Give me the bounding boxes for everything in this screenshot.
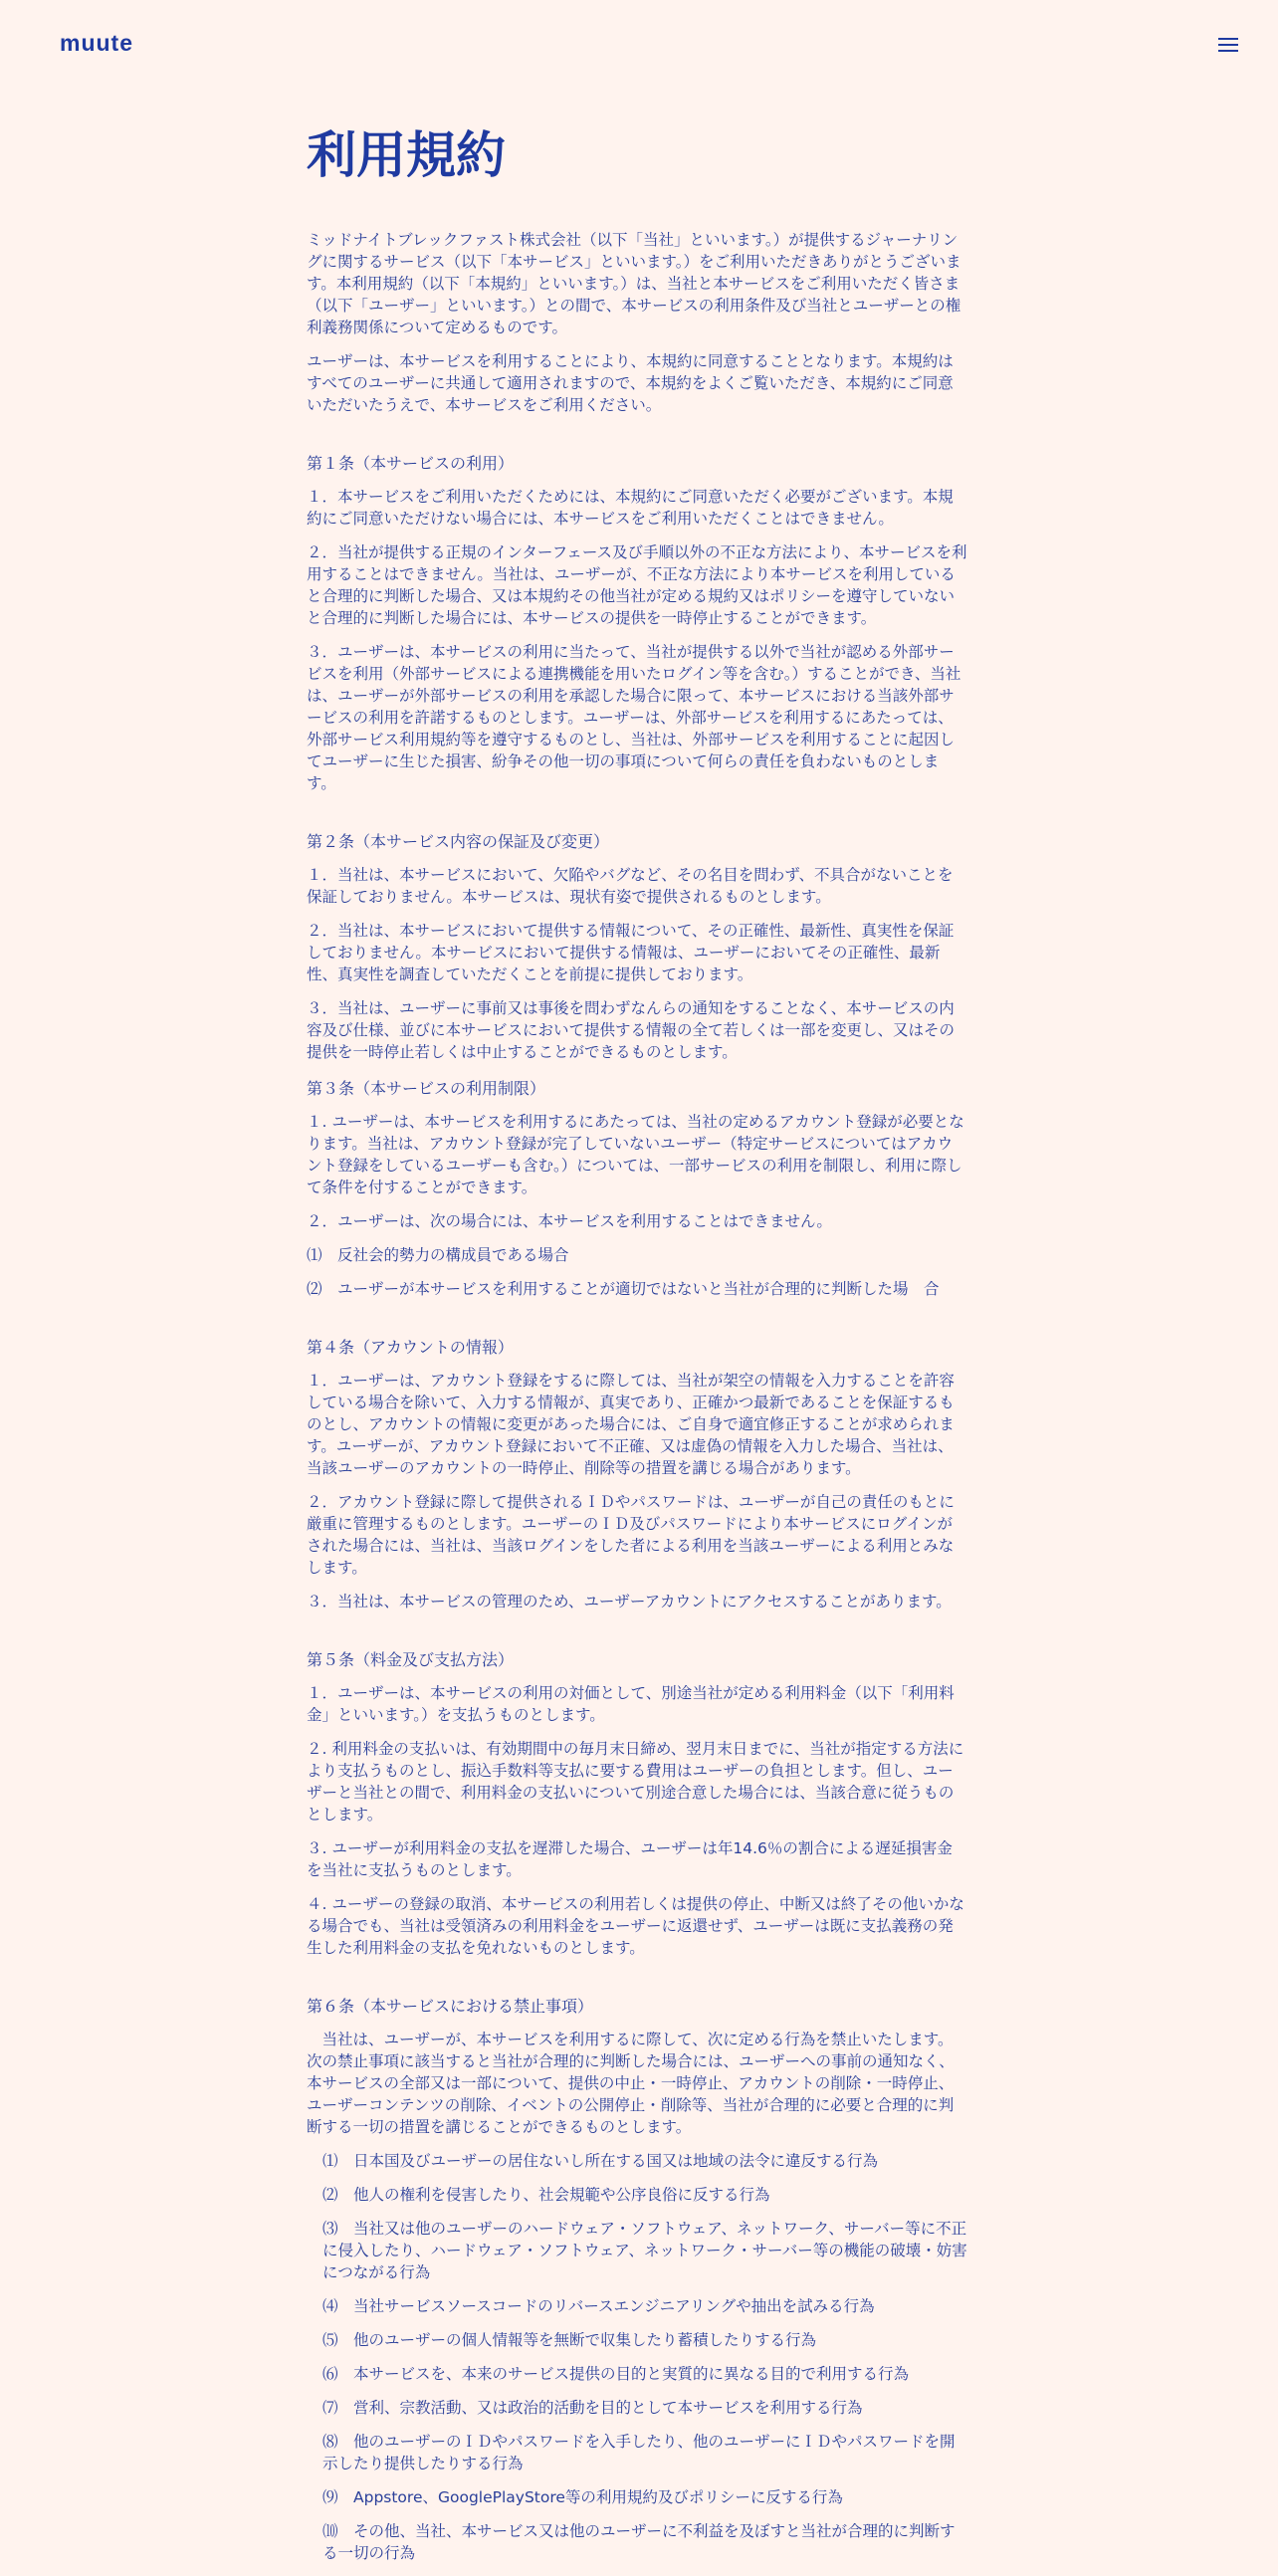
article-paragraph: ２．ユーザーは、次の場合には、本サービスを利用することはできません。 (307, 1212, 832, 1230)
article-title: 第２条（本サービス内容の保証及び変更） (307, 832, 610, 851)
article-list-item: ⑴ 反社会的勢力の構成員である場合 (307, 1246, 569, 1264)
article-paragraph: ４. ユーザーの登録の取消、本サービスの利用若しくは提供の停止、中断又は終了その他いかなる場合でも、当社は受領済みの利用料金をユーザーに返還せず、ユーザーは既に支払義務の発生した利用料金の支払を免れないものとします。 (307, 1895, 964, 1957)
article-list-item: ⑺ 営利、宗教活動、又は政治的活動を目的として本サービスを利用する行為 (322, 2399, 863, 2417)
page-title: 利用規約 (307, 126, 506, 184)
article-paragraph: ２．アカウント登録に際して提供されるＩＤやパスワードは、ユーザーが自己の責任のもとに厳重に管理するものとします。ユーザーのＩＤ及びパスワードにより本サービスにログインがされた場合には、当社は、当該ログインをした者による利用を当該ユーザーによる利用とみなします。 (307, 1493, 955, 1577)
article-paragraph: ２．当社が提供する正規のインターフェース及び手順以外の不正な方法により、本サービスを利用することはできません。当社は、ユーザーが、不正な方法により本サービスを利用していると合理的に判断した場合、又は本規約その他当社が定める規約又はポリシーを遵守していないと合理的に判断した場合には、本サービスの提供を一時停止することができます。 (307, 543, 967, 627)
article-paragraph: １．当社は、本サービスにおいて、欠陥やバグなど、その名目を問わず、不具合がないことを保証しておりません。本サービスは、現状有姿で提供されるものとします。 (307, 866, 954, 906)
article-paragraph: １. ユーザーは、本サービスを利用するにあたっては、当社の定めるアカウント登録が必要となります。当社は、アカウント登録が完了していないユーザー（特定サービスについてはアカウント登録をしているユーザーも含む。）については、一部サービスの利用を制限し、利用に際して条件を付することができます。 (307, 1113, 964, 1196)
article-3 (307, 1077, 967, 1300)
article-list-item: ⑼ Appstore、GooglePlayStore等の利用規約及びポリシーに反する行為 (322, 2488, 843, 2506)
muute-logo[interactable]: muute (60, 30, 133, 56)
article-list-item: ⑵ 他人の権利を侵害したり、社会規範や公序良俗に反する行為 (322, 2186, 770, 2204)
article-list-item: ⑷ 当社サービスソースコードのリバースエンジニアリングや抽出を試みる行為 (322, 2297, 875, 2315)
article-paragraph: 当社は、ユーザーが、本サービスを利用するに際して、次に定める行為を禁止いたします。次の禁止事項に該当すると当社が合理的に判断した場合には、ユーザーへの事前の通知なく、本サービスの全部又は一部について、提供の中止・一時停止、アカウントの削除・一時停止、ユーザーコンテンツの削除、イベントの公開停止・削除等、当社が合理的に必要と合理的に判断する一切の措置を講じることができるものとします。 (307, 2031, 955, 2136)
article-list-item: ⑴ 日本国及びユーザーの居住ないし所在する国又は地域の法令に違反する行為 (322, 2152, 879, 2170)
article-list-item: ⑶ 当社又は他のユーザーのハードウェア・ソフトウェア、ネットワーク、サーバー等に不正に侵入したり、ハードウェア・ソフトウェア、ネットワーク・サーバー等の機能の破壊・妨害につながる行為 (322, 2220, 967, 2281)
article-list-item: ⑸ 他のユーザーの個人情報等を無断で収集したり蓄積したりする行為 (322, 2331, 817, 2349)
article-paragraph: １．ユーザーは、アカウント登録をするに際しては、当社が架空の情報を入力することを許容している場合を除いて、入力する情報が、真実であり、正確かつ最新であることを保証するものとし、アカウントの情報に変更があった場合には、ご自身で適宜修正することが求められます。ユーザーが、アカウント登録において不正確、又は虚偽の情報を入力した場合、当社は、当該ユーザーのアカウントの一時停止、削除等の措置を講じる場合があります。 (307, 1372, 955, 1477)
article-title: 第３条（本サービスの利用制限） (307, 1079, 546, 1098)
article-4 (307, 1336, 967, 1612)
article-title: 第６条（本サービスにおける禁止事項） (307, 1997, 594, 2016)
intro-section (307, 229, 967, 416)
intro-paragraph: ユーザーは、本サービスを利用することにより、本規約に同意することとなります。本規約はすべてのユーザーに共通して適用されますので、本規約をよくご覧いただき、本規約にご同意いただいたうえで、本サービスをご利用ください。 (307, 352, 954, 414)
article-list-item: ⑻ 他のユーザーのＩＤやパスワードを入手したり、他のユーザーにＩＤやパスワードを開示したり提供したりする行為 (322, 2433, 956, 2472)
article-paragraph: ３．ユーザーは、本サービスの利用に当たって、当社が提供する以外で当社が認める外部サービスを利用（外部サービスによる連携機能を用いたログイン等を含む。）することができ、当社は、ユーザーが外部サービスの利用を承認した場合に限って、本サービスにおける当該外部サービスの利用を許諾するものとします。ユーザーは、外部サービスを利用するにあたっては、外部サービス利用規約等を遵守するものとし、当社は、外部サービスを利用することに起因してユーザーに生じた損害、紛争その他一切の事項について何らの責任を負わないものとします。 (307, 643, 961, 792)
article-5 (307, 1648, 967, 1959)
article-title: 第４条（アカウントの情報） (307, 1338, 514, 1357)
article-paragraph: ３．当社は、ユーザーに事前又は事後を問わずなんらの通知をすることなく、本サービスの内容及び仕様、並びに本サービスにおいて提供する情報の全て若しくは一部を変更し、又はその提供を一時停止若しくは中止することができるものとします。 (307, 999, 956, 1061)
article-6 (307, 1995, 967, 2564)
article-paragraph: １．本サービスをご利用いただくためには、本規約にご同意いただく必要がございます。本規約にご同意いただけない場合には、本サービスをご利用いただくことはできません。 (307, 488, 954, 528)
hamburger-icon[interactable] (1218, 38, 1238, 54)
article-title: 第１条（本サービスの利用） (307, 454, 515, 473)
intro-paragraph: ミッドナイトブレックファスト株式会社（以下「当社」といいます。）が提供するジャーナリングに関するサービス（以下「本サービス」といいます。）をご利用いただきありがとうございます。本利用規約（以下「本規約」といいます。）は、当社と本サービスをご利用いただく皆さま（以下「ユーザー」といいます。）との間で、本サービスの利用条件及び当社とユーザーとの権利義務関係について定めるものです。 (307, 231, 961, 336)
article-title: 第５条（料金及び支払方法） (307, 1650, 515, 1669)
article-paragraph: １．ユーザーは、本サービスの利用の対価として、別途当社が定める利用料金（以下「利用料金」といいます。）を支払うものとします。 (307, 1684, 955, 1724)
site-header (0, 0, 1278, 96)
article-paragraph: ３. ユーザーが利用料金の支払を遅滞した場合、ユーザーは年14.6％の割合による遅延損害金を当社に支払うものとします。 (307, 1839, 953, 1879)
article-paragraph: ２. 利用料金の支払いは、有効期間中の毎月末日締め、翌月末日までに、当社が指定する方法により支払うものとし、振込手数料等支払に要する費用はユーザーの負担とします。但し、ユーザーと当社との間で、利用料金の支払いについて別途合意した場合には、当該合意に従うものとします。 (307, 1740, 964, 1824)
article-list-item: ⑹ 本サービスを、本来のサービス提供の目的と実質的に異なる目的で利用する行為 (322, 2365, 910, 2383)
article-paragraph: ３．当社は、本サービスの管理のため、ユーザーアカウントにアクセスすることがあります。 (307, 1593, 952, 1610)
terms-content (307, 119, 967, 2576)
article-1 (307, 452, 967, 794)
article-list-item: ⑽ その他、当社、本サービス又は他のユーザーに不利益を及ぼすと当社が合理的に判断する一切の行為 (322, 2522, 956, 2562)
article-2 (307, 830, 967, 1063)
article-list-item: ⑵ ユーザーが本サービスを利用することが適切ではないと当社が合理的に判断した場 合 (307, 1280, 940, 1298)
article-paragraph: ２．当社は、本サービスにおいて提供する情報について、その正確性、最新性、真実性を保証しておりません。本サービスにおいて提供する情報は、ユーザーにおいてその正確性、最新性、真実性を調査していただくことを前提に提供しております。 (307, 922, 955, 983)
